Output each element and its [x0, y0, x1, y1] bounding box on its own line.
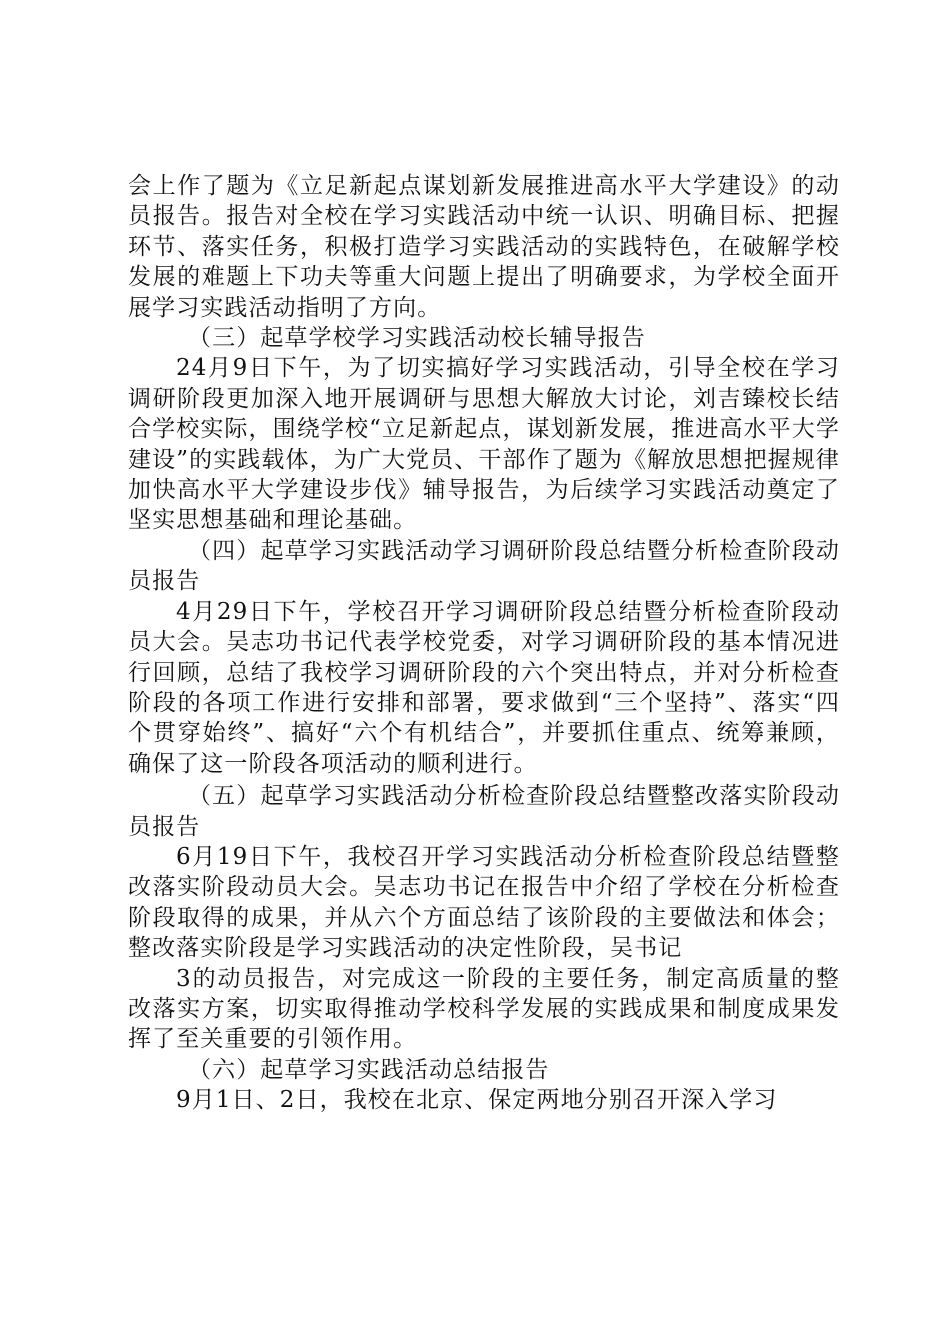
paragraph-june-19: 6月19日下午，我校召开学习实践活动分析检查阶段总结暨整改落实阶段动员大会。吴志功书记在报告中介绍了学校在分析检查阶段取得的成果，并从六个方面总结了该阶段的主要做法和体会；整改落实阶段是学习实践活动的决定性阶段，吴书记	[128, 843, 840, 962]
section-heading-5: （五）起草学习实践活动分析检查阶段总结暨整改落实阶段动员报告	[128, 783, 840, 840]
section-heading-4: （四）起草学习实践活动学习调研阶段总结暨分析检查阶段动员报告	[128, 537, 840, 595]
document-body	[128, 171, 840, 1116]
section-heading-3: （三）起草学校学习实践活动校长辅导报告	[188, 325, 646, 352]
paragraph-president-report: 24月9日下午，为了切实搞好学习实践活动，引导全校在学习调研阶段更加深入地开展调研与思想大解放大讨论，刘吉臻校长结合学校实际，围绕学校“立足新起点，谋划新发展，推进高水平大学建设”的实践载体，为广大党员、干部作了题为《解放思想把握规律加快高水平大学建设步伐》辅导报告，为后续学习实践活动奠定了坚实思想基础和理论基础。	[128, 355, 840, 534]
paragraph-april-29: 4月29日下午，学校召开学习调研阶段总结暨分析检查阶段动员大会。吴志功书记代表学校党委，对学习调研阶段的基本情况进行回顾，总结了我校学习调研阶段的六个突出特点，并对分析检查阶段的各项工作进行安排和部署，要求做到“三个坚持”、落实“四个贯穿始终”、搞好“六个有机结合”，并要抓住重点、统筹兼顾，确保了这一阶段各项活动的顺利进行。	[128, 598, 840, 777]
paragraph-september: 9月1日、2日，我校在北京、保定两地分别召开深入学习	[176, 1087, 778, 1114]
section-heading-6: （六）起草学习实践活动总结报告	[188, 1056, 550, 1083]
paragraph-rectification: 3的动员报告，对完成这一阶段的主要任务，制定高质量的整改落实方案，切实取得推动学校科学发展的实践成果和制度成果发挥了至关重要的引领作用。	[128, 965, 840, 1053]
paragraph-mobilization-report: 会上作了题为《立足新起点谋划新发展推进高水平大学建设》的动员报告。报告对全校在学习实践活动中统一认识、明确目标、把握环节、落实任务，积极打造学习实践活动的实践特色，在破解学校发展的难题上下功夫等重大问题上提出了明确要求，为学校全面开展学习实践活动指明了方向。	[128, 173, 840, 321]
